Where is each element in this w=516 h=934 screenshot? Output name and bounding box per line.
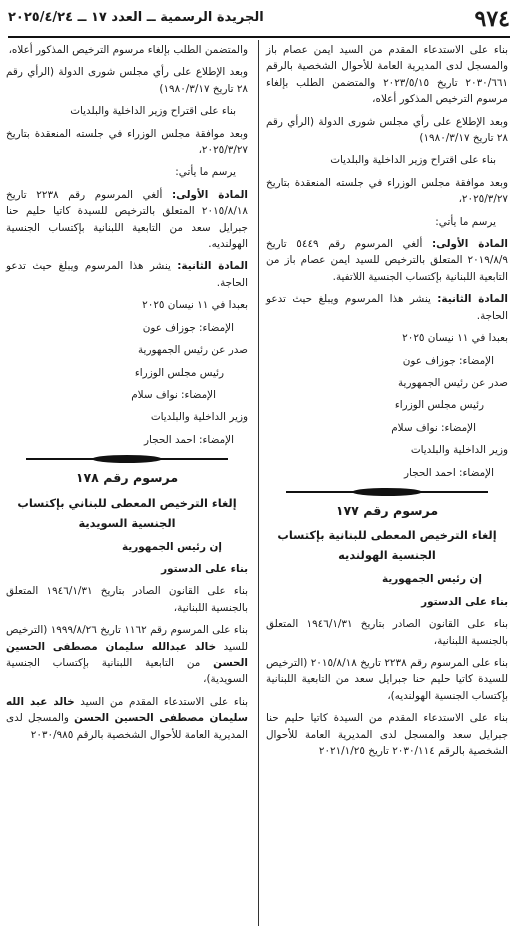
article-1 (6, 187, 248, 253)
person-name: خالد عبد الله سليمان مصطفى الحسين الحسن (6, 695, 248, 725)
prime-minister: رئيس مجلس الوزراء (394, 399, 484, 412)
article-label: المادة الثانية: (177, 260, 248, 273)
page-number: ٩٧٤ (474, 6, 510, 32)
decree-subtitle: إلغاء الترخيص المعطى للبناني بإكتساب الجنسية السويدية (17, 495, 237, 530)
enactment-line: يرسم ما يأتي: (175, 166, 236, 179)
paragraph: بناء على القانون الصادر بتاريخ ١٩٤٦/١/٣١ المتعلق بالجنسية اللبنانية، (6, 585, 248, 614)
article-text: ألغي المرسوم رقم ٢٢٣٨ تاريخ ٢٠١٥/٨/١٨ المتعلق بالترخيص للسيدة كاتيا حليم حنا جبرايل سعد من التابعية اللبنانية بإكتساب الجنسية الهولنديه. (6, 188, 248, 251)
article-label: المادة الأولى: (431, 238, 508, 251)
ornament-divider (266, 487, 508, 497)
signature: الإمضاء: احمد الحجار (404, 466, 494, 479)
left-column (6, 42, 248, 749)
paragraph: والمتضمن الطلب بإلغاء مرسوم الترخيص المذكور أعلاه، (8, 44, 248, 56)
minister: وزير الداخلية والبلديات (150, 411, 248, 424)
signature: الإمضاء: جوزاف عون (142, 321, 234, 334)
text-run: بناء على المرسوم رقم ١١٦٢ تاريخ ١٩٩٩/٨/٢٦ (الترخيص للسيد (6, 624, 248, 653)
decree-subtitle: إلغاء الترخيص المعطى للبنانية بإكتساب الجنسية الهولنديه (277, 528, 497, 563)
article-text: ينشر هذا المرسوم ويبلغ حيث تدعو الحاجة. (6, 260, 248, 289)
prime-minister: رئيس مجلس الوزراء (134, 366, 224, 379)
page-header (8, 6, 510, 38)
decree-title: مرسوم رقم ١٧٧ (335, 502, 439, 518)
paragraph: بناء على القانون الصادر بتاريخ ١٩٤٦/١/٣١ المتعلق بالجنسية اللبنانية، (266, 618, 508, 647)
article-label: المادة الثانية: (437, 293, 508, 306)
paragraph: وبعد الإطلاع على رأي مجلس شورى الدولة (الرأي رقم ٢٨ تاريخ ١٩٨٠/٣/١٧) (266, 115, 508, 145)
issued-by: صدر عن رئيس الجمهورية (137, 344, 248, 357)
president-line: إن رئيس الجمهورية (382, 573, 482, 586)
person-name: خالد عبدالله سليمان مصطفى الحسين الحسن (6, 640, 248, 669)
article-2 (266, 291, 508, 324)
paragraph (6, 622, 248, 688)
ornament-divider (6, 454, 248, 464)
article-1 (266, 236, 508, 285)
article-label: المادة الأولى: (171, 188, 248, 201)
president-line: إن رئيس الجمهورية (122, 540, 222, 553)
column-divider (258, 40, 259, 926)
paragraph: وبعد الإطلاع على رأي مجلس شورى الدولة (الرأي رقم ٢٨ تاريخ ١٩٨٠/٣/١٧) (6, 66, 248, 95)
article-text: ينشر هذا المرسوم ويبلغ حيث تدعو الحاجة. (266, 293, 508, 322)
date-line: بعبدا في ١١ نيسان ٢٠٢٥ (142, 299, 248, 312)
article-text: ألغي المرسوم رقم ٥٤٤٩ تاريخ ٢٠١٩/٨/٩ المتعلق بالترخيص للسيد ايمن عصام باز من التابعية اللبنانية بإكتساب الجنسية اللاتفية. (266, 238, 508, 283)
text-run: والمسجل لدى المديرية العامة للأحوال الشخصية بالرقم ٢٠٣٠/٩٨٥ (6, 712, 248, 741)
paragraph: بناء على الاستدعاء المقدم من السيد ايمن عصام باز والمسجل لدى المديرية العامة للأحوال الشخصية بالرقم ٢٠٣٠/٦٦١ تاريخ ٢٠٢٣/٥/١٥ والمتضمن الطلب بإلغاء مرسوم الترخيص المذكور أعلاه، (266, 44, 508, 106)
signature: الإمضاء: احمد الحجار (144, 433, 234, 446)
signature: الإمضاء: جوزاف عون (402, 354, 494, 367)
date-line: بعبدا في ١١ نيسان ٢٠٢٥ (402, 332, 508, 345)
article-2 (6, 258, 248, 291)
minister: وزير الداخلية والبلديات (410, 444, 508, 457)
text-run: بناء على الاستدعاء المقدم من السيد (74, 695, 248, 708)
text-run: من التابعية اللبنانية بإكتساب الجنسية السويدية)، (6, 656, 248, 686)
signature: الإمضاء: نواف سلام (131, 388, 216, 401)
paragraph: وبعد موافقة مجلس الوزراء في جلسته المنعقدة بتاريخ ٢٠٢٥/٣/٢٧، (266, 176, 508, 206)
paragraph: وبعد موافقة مجلس الوزراء في جلسته المنعقدة بتاريخ ٢٠٢٥/٣/٢٧، (6, 127, 248, 157)
paragraph (6, 694, 248, 743)
constitution-line: بناء على الدستور (161, 562, 248, 575)
constitution-line: بناء على الدستور (421, 595, 508, 608)
issued-by: صدر عن رئيس الجمهورية (397, 376, 508, 389)
right-column (266, 42, 508, 765)
enactment-line: يرسم ما يأتي: (435, 215, 496, 228)
gazette-title: الجريدة الرسمية ــ العدد ١٧ ــ ٢٠٢٥/٤/٢٤ (8, 10, 264, 25)
signature: الإمضاء: نواف سلام (391, 421, 476, 434)
paragraph: بناء على المرسوم رقم ٢٢٣٨ تاريخ ٢٠١٥/٨/١٨ (الترخيص للسيدة كاتيا حليم حنا جبرايل سعد من التابعية اللبنانية بإكتساب الجنسية الهولنديه)، (266, 656, 508, 702)
paragraph: بناء على اقتراح وزير الداخلية والبلديات (330, 154, 496, 167)
paragraph: بناء على اقتراح وزير الداخلية والبلديات (70, 105, 236, 118)
decree-title: مرسوم رقم ١٧٨ (75, 470, 179, 486)
paragraph: بناء على الاستدعاء المقدم من السيدة كاتيا حليم حنا جبرايل سعد والمسجل لدى المديرية العامة للأحوال الشخصية بالرقم ٢٠٣٠/١١٤ تاريخ ٢٠٢١/١/٢٥ (266, 712, 508, 757)
